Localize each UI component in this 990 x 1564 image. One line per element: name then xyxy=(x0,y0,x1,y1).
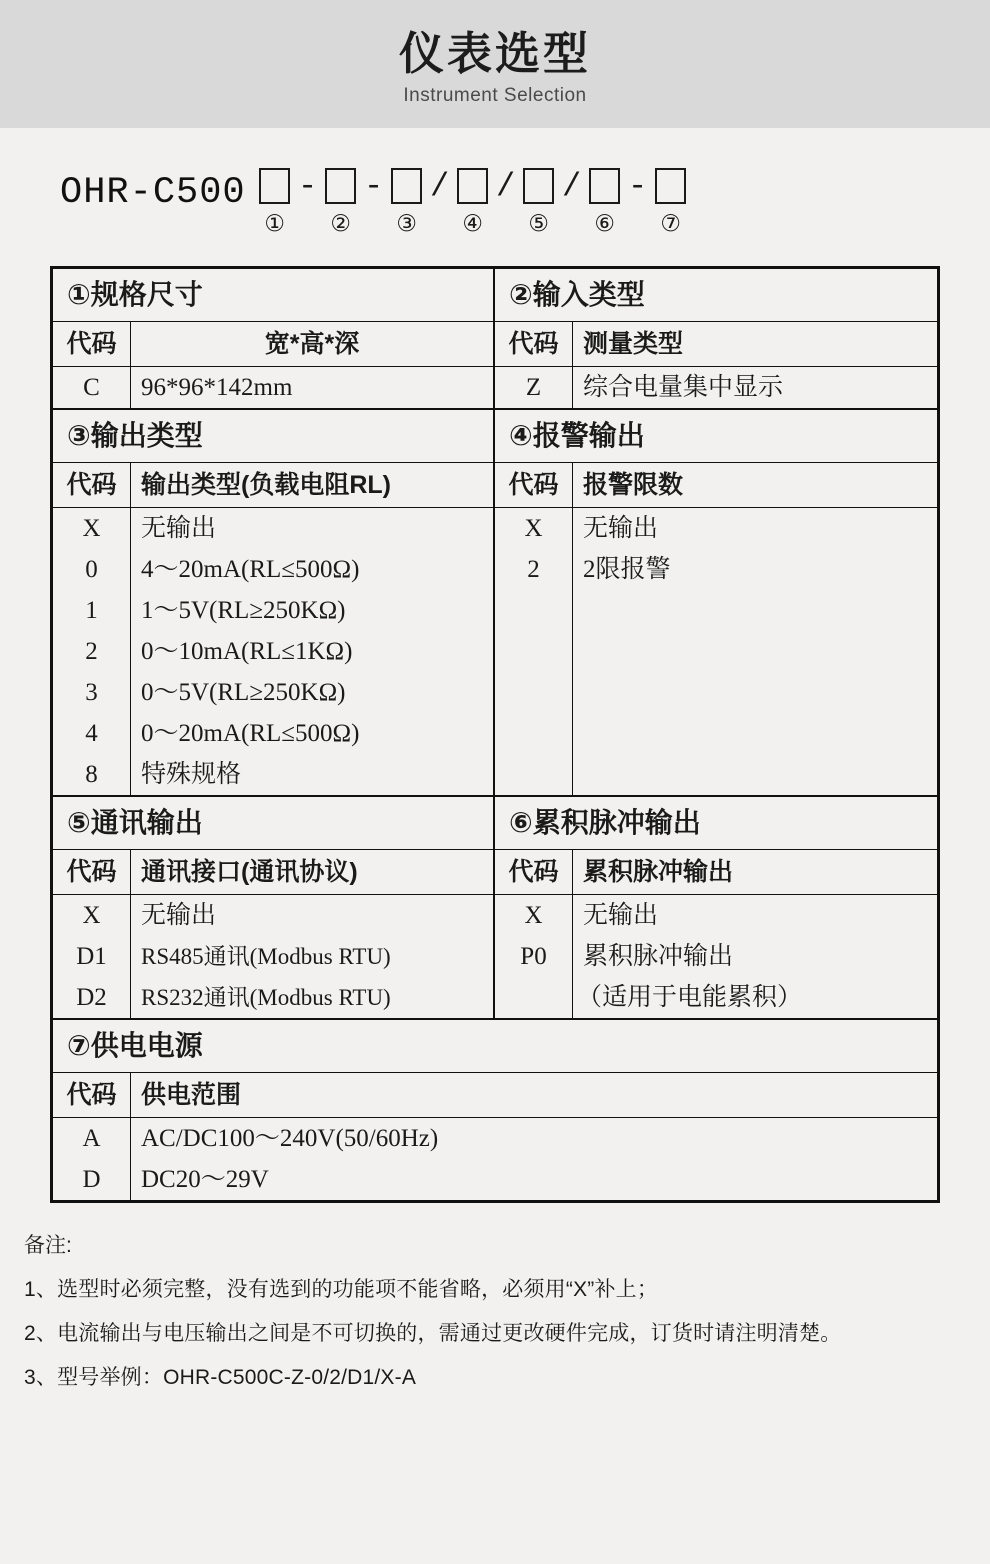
table-cell-desc: 无输出 xyxy=(583,515,659,542)
table-cell-code: 1 xyxy=(85,597,98,624)
table-cell-code: 2 xyxy=(85,638,98,665)
notes-block xyxy=(24,1229,990,1391)
section-2-header xyxy=(495,322,937,367)
model-prefix: OHR-C500 xyxy=(60,172,246,214)
section-3-descs xyxy=(131,508,493,795)
table-cell-desc: 无输出 xyxy=(141,515,217,542)
page-title: 仪表选型 xyxy=(398,28,591,80)
section-5-descs xyxy=(131,895,493,1018)
table-cell-code: X xyxy=(82,902,101,929)
section-5-code-header: 代码 xyxy=(53,850,131,894)
section-7-title: ⑦供电电源 xyxy=(53,1020,937,1073)
slot-number-1: ① xyxy=(264,211,285,237)
spacer-cell xyxy=(495,631,572,672)
section-3 xyxy=(53,410,495,795)
table-cell-desc: 0～5V(RL≥250KΩ) xyxy=(141,679,346,706)
slot-box-4 xyxy=(457,168,488,204)
slot-box-7 xyxy=(655,168,686,204)
section-2-codes xyxy=(495,367,573,408)
slot-number-2: ② xyxy=(330,211,351,237)
section-2-title: ②输入类型 xyxy=(495,269,937,322)
table-cell-code: P0 xyxy=(520,943,547,970)
section-4-code-header: 代码 xyxy=(495,463,573,507)
spacer-cell xyxy=(495,713,572,754)
slot-box-3 xyxy=(391,168,422,204)
table-band-4 xyxy=(53,1020,937,1200)
table-cell-desc: RS485通讯(Modbus RTU) xyxy=(141,944,391,969)
section-4-title: ④报警输出 xyxy=(495,410,937,463)
slot-separator-6: - xyxy=(628,168,648,205)
notes-title: 备注: xyxy=(24,1234,72,1257)
table-cell-desc: 累积脉冲输出 xyxy=(583,943,734,970)
table-cell-code: D xyxy=(82,1166,101,1193)
table-cell-code: X xyxy=(82,515,101,542)
model-slot-1 xyxy=(252,168,298,236)
section-3-desc-header: 输出类型(负载电阻RL) xyxy=(141,471,391,499)
table-cell-desc: 无输出 xyxy=(583,902,659,929)
specification-table xyxy=(50,266,940,1203)
spacer-cell xyxy=(495,754,572,795)
section-6-header xyxy=(495,850,937,895)
slot-box-1 xyxy=(259,168,290,204)
table-cell-desc: 0～10mA(RL≤1KΩ) xyxy=(141,638,353,665)
slot-separator-5: / xyxy=(562,168,582,205)
table-cell-code: D2 xyxy=(76,984,107,1011)
table-band-1 xyxy=(53,269,937,410)
section-6-code-header: 代码 xyxy=(495,850,573,894)
spacer-cell xyxy=(495,672,572,713)
section-4-rows xyxy=(495,508,937,795)
section-2-desc-header: 测量类型 xyxy=(583,330,684,358)
table-cell-desc: 2限报警 xyxy=(583,556,671,583)
section-2 xyxy=(495,269,937,408)
section-2-descs xyxy=(573,367,937,408)
slot-separator-4: / xyxy=(496,168,516,205)
model-code-diagram xyxy=(0,168,990,236)
section-5-desc-header: 通讯接口(通讯协议) xyxy=(141,858,358,886)
section-1-desc-header: 宽*高*深 xyxy=(264,330,360,358)
table-cell-desc: 综合电量集中显示 xyxy=(583,374,784,401)
table-cell-code: C xyxy=(83,374,100,401)
page-subtitle: Instrument Selection xyxy=(403,84,587,106)
section-6-title: ⑥累积脉冲输出 xyxy=(495,797,937,850)
slot-separator-3: / xyxy=(430,168,450,205)
section-1-codes xyxy=(53,367,131,408)
table-cell-code: 8 xyxy=(85,761,98,788)
section-3-codes xyxy=(53,508,131,795)
model-slot-5 xyxy=(516,168,562,236)
section-4-descs xyxy=(573,508,937,795)
table-cell-desc: DC20～29V xyxy=(141,1166,269,1193)
section-5-rows xyxy=(53,895,493,1018)
table-cell-desc: 1～5V(RL≥250KΩ) xyxy=(141,597,346,624)
table-cell-desc: 96*96*142mm xyxy=(141,374,293,401)
table-cell-desc: 特殊规格 xyxy=(141,761,242,788)
section-4 xyxy=(495,410,937,795)
table-cell-desc: 0～20mA(RL≤500Ω) xyxy=(141,720,360,747)
slot-box-6 xyxy=(589,168,620,204)
model-slot-7 xyxy=(648,168,694,236)
section-5-codes xyxy=(53,895,131,1018)
table-cell-code: A xyxy=(82,1125,101,1152)
spacer-cell xyxy=(495,590,572,631)
model-slot-2 xyxy=(318,168,364,236)
table-cell-code: X xyxy=(524,515,543,542)
slot-box-5 xyxy=(523,168,554,204)
table-cell-code: 4 xyxy=(85,720,98,747)
slot-separator-1: - xyxy=(298,168,318,205)
table-band-2 xyxy=(53,410,937,797)
section-4-codes xyxy=(495,508,573,795)
table-cell-desc: RS232通讯(Modbus RTU) xyxy=(141,985,391,1010)
section-7-code-header: 代码 xyxy=(53,1073,131,1117)
section-4-desc-header: 报警限数 xyxy=(583,471,684,499)
slot-number-7: ⑦ xyxy=(660,211,681,237)
section-1-descs xyxy=(131,367,493,408)
section-6-rows xyxy=(495,895,937,1018)
section-3-title: ③输出类型 xyxy=(53,410,493,463)
section-1-header xyxy=(53,322,493,367)
section-5-title: ⑤通讯输出 xyxy=(53,797,493,850)
model-slot-4 xyxy=(450,168,496,236)
section-3-code-header: 代码 xyxy=(53,463,131,507)
note-item-3: 3、型号举例：OHR-C500C-Z-0/2/D1/X-A xyxy=(24,1366,417,1389)
table-cell-code: D1 xyxy=(76,943,107,970)
section-7-codes xyxy=(53,1118,131,1200)
table-cell-desc: 4～20mA(RL≤500Ω) xyxy=(141,556,360,583)
model-slot-3 xyxy=(384,168,430,236)
section-5 xyxy=(53,797,495,1018)
section-2-rows xyxy=(495,367,937,408)
section-7-desc-header: 供电范围 xyxy=(141,1081,242,1109)
section-6-descs xyxy=(573,895,937,1018)
table-cell-code: 3 xyxy=(85,679,98,706)
section-7-descs xyxy=(131,1118,937,1200)
table-cell-code: 2 xyxy=(527,556,540,583)
slot-number-6: ⑥ xyxy=(594,211,615,237)
table-cell-desc: AC/DC100～240V(50/60Hz) xyxy=(141,1125,439,1152)
section-7 xyxy=(53,1020,937,1200)
section-6-codes xyxy=(495,895,573,1018)
section-1-rows xyxy=(53,367,493,408)
table-cell-code: 0 xyxy=(85,556,98,583)
slot-number-5: ⑤ xyxy=(528,211,549,237)
slot-number-4: ④ xyxy=(462,211,483,237)
section-4-header xyxy=(495,463,937,508)
section-7-rows xyxy=(53,1118,937,1200)
section-6-desc-header: 累积脉冲输出 xyxy=(583,858,734,886)
section-2-code-header: 代码 xyxy=(495,322,573,366)
table-cell-desc: （适用于电能累积） xyxy=(577,984,803,1011)
section-1-code-header: 代码 xyxy=(53,322,131,366)
slot-number-3: ③ xyxy=(396,211,417,237)
page-header xyxy=(0,0,990,128)
section-1 xyxy=(53,269,495,408)
section-3-header xyxy=(53,463,493,508)
note-item-1: 1、选型时必须完整，没有选到的功能项不能省略，必须用“X”补上； xyxy=(24,1278,659,1301)
note-item-2: 2、电流输出与电压输出之间是不可切换的，需通过更改硬件完成，订货时请注明清楚。 xyxy=(24,1322,842,1345)
section-3-rows xyxy=(53,508,493,795)
section-5-header xyxy=(53,850,493,895)
model-slot-list xyxy=(252,168,694,236)
table-cell-desc: 无输出 xyxy=(141,902,217,929)
table-band-3 xyxy=(53,797,937,1020)
table-cell-code: Z xyxy=(525,374,542,401)
slot-box-2 xyxy=(325,168,356,204)
section-7-header xyxy=(53,1073,937,1118)
model-slot-6 xyxy=(582,168,628,236)
section-1-title: ①规格尺寸 xyxy=(53,269,493,322)
slot-separator-2: - xyxy=(364,168,384,205)
section-6 xyxy=(495,797,937,1018)
table-cell-code: X xyxy=(524,902,543,929)
